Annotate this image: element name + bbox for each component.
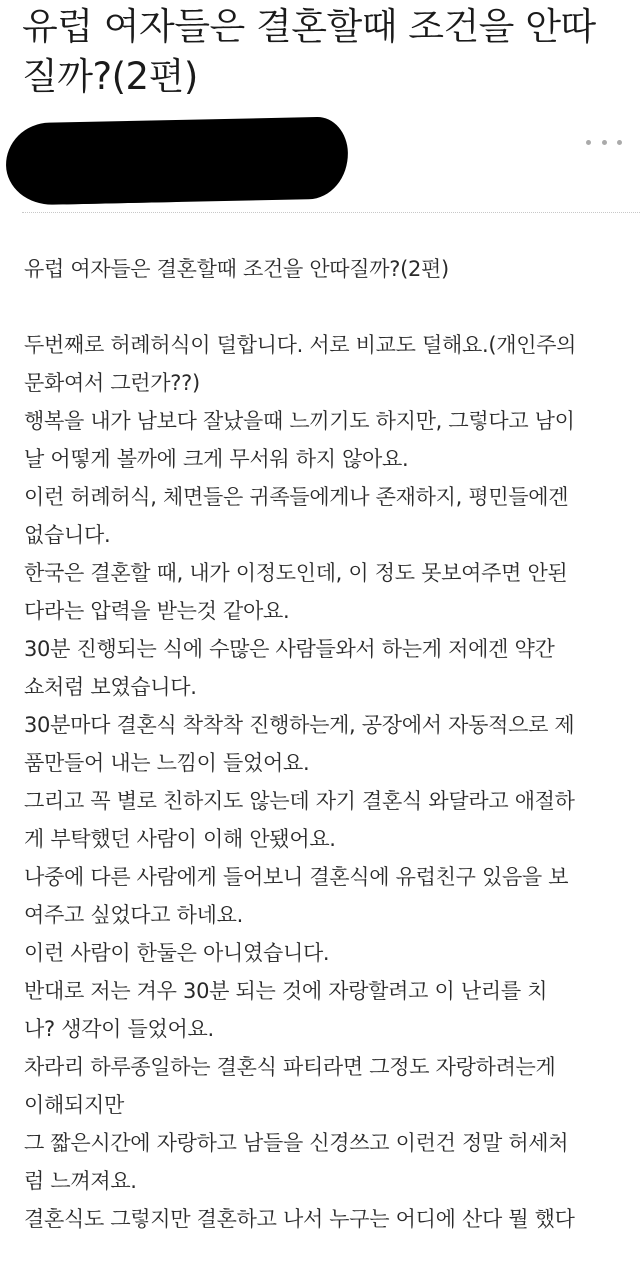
post-title: 유럽 여자들은 결혼할때 조건을 안따질까?(2편) [22, 5, 596, 98]
body-line: 없습니다. [24, 523, 111, 547]
body-line: 30분마다 결혼식 착착착 진행하는게, 공장에서 자동적으로 제 [24, 713, 575, 737]
body-line: 차라리 하루종일하는 결혼식 파티라면 그정도 자랑하려는게 [24, 1055, 556, 1079]
body-line: 그 짧은시간에 자랑하고 남들을 신경쓰고 이런건 정말 허세처 [24, 1131, 569, 1155]
body-line: 두번째로 허례허식이 덜합니다. 서로 비교도 덜해요.(개인주의 [24, 333, 577, 357]
body-line: 행복을 내가 남보다 잘났을때 느끼기도 하지만, 그렇다고 남이 [24, 409, 575, 433]
body-title: 유럽 여자들은 결혼할때 조건을 안따질까?(2편) [24, 257, 449, 281]
body-line: 이런 사람이 한둘은 아니였습니다. [24, 941, 330, 965]
more-horizontal-icon-dot [602, 140, 607, 145]
body-line: 품만들어 내는 느낌이 들었어요. [24, 751, 310, 775]
body-line: 나? 생각이 들었어요. [24, 1017, 214, 1041]
body-line: 게 부탁했던 사람이 이해 안됐어요. [24, 827, 336, 851]
body-line: 이해되지만 [24, 1093, 124, 1117]
body-line: 문화여서 그런가??) [24, 371, 200, 395]
body-line: 쇼처럼 보였습니다. [24, 675, 197, 699]
body-line: 이런 허례허식, 체면들은 귀족들에게나 존재하지, 평민들에겐 [24, 485, 569, 509]
more-options-button[interactable] [586, 130, 622, 154]
post-body [24, 250, 634, 1238]
author-row [0, 112, 640, 212]
author-redaction-mark [5, 116, 349, 205]
body-line: 여주고 싶었다고 하네요. [24, 903, 243, 927]
body-line: 다라는 압력을 받는것 같아요. [24, 599, 290, 623]
body-line: 한국은 결혼할 때, 내가 이정도인데, 이 정도 못보여주면 안된 [24, 561, 568, 585]
body-line: 30분 진행되는 식에 수많은 사람들와서 하는게 저에겐 약간 [24, 637, 555, 661]
body-line: 럼 느껴져요. [24, 1169, 137, 1193]
body-line: 그리고 꼭 별로 친하지도 않는데 자기 결혼식 와달라고 애절하 [24, 789, 575, 813]
body-line: 결혼식도 그렇지만 결혼하고 나서 누구는 어디에 산다 뭘 했다 [24, 1207, 575, 1231]
more-horizontal-icon-dot [617, 140, 622, 145]
body-line: 반대로 저는 겨우 30분 되는 것에 자랑할려고 이 난리를 치 [24, 979, 548, 1003]
header-divider [22, 212, 640, 213]
body-line: 날 어떻게 볼까에 크게 무서워 하지 않아요. [24, 447, 409, 471]
more-horizontal-icon [586, 140, 591, 145]
body-line: 나중에 다른 사람에게 들어보니 결혼식에 유럽친구 있음을 보 [24, 865, 569, 889]
